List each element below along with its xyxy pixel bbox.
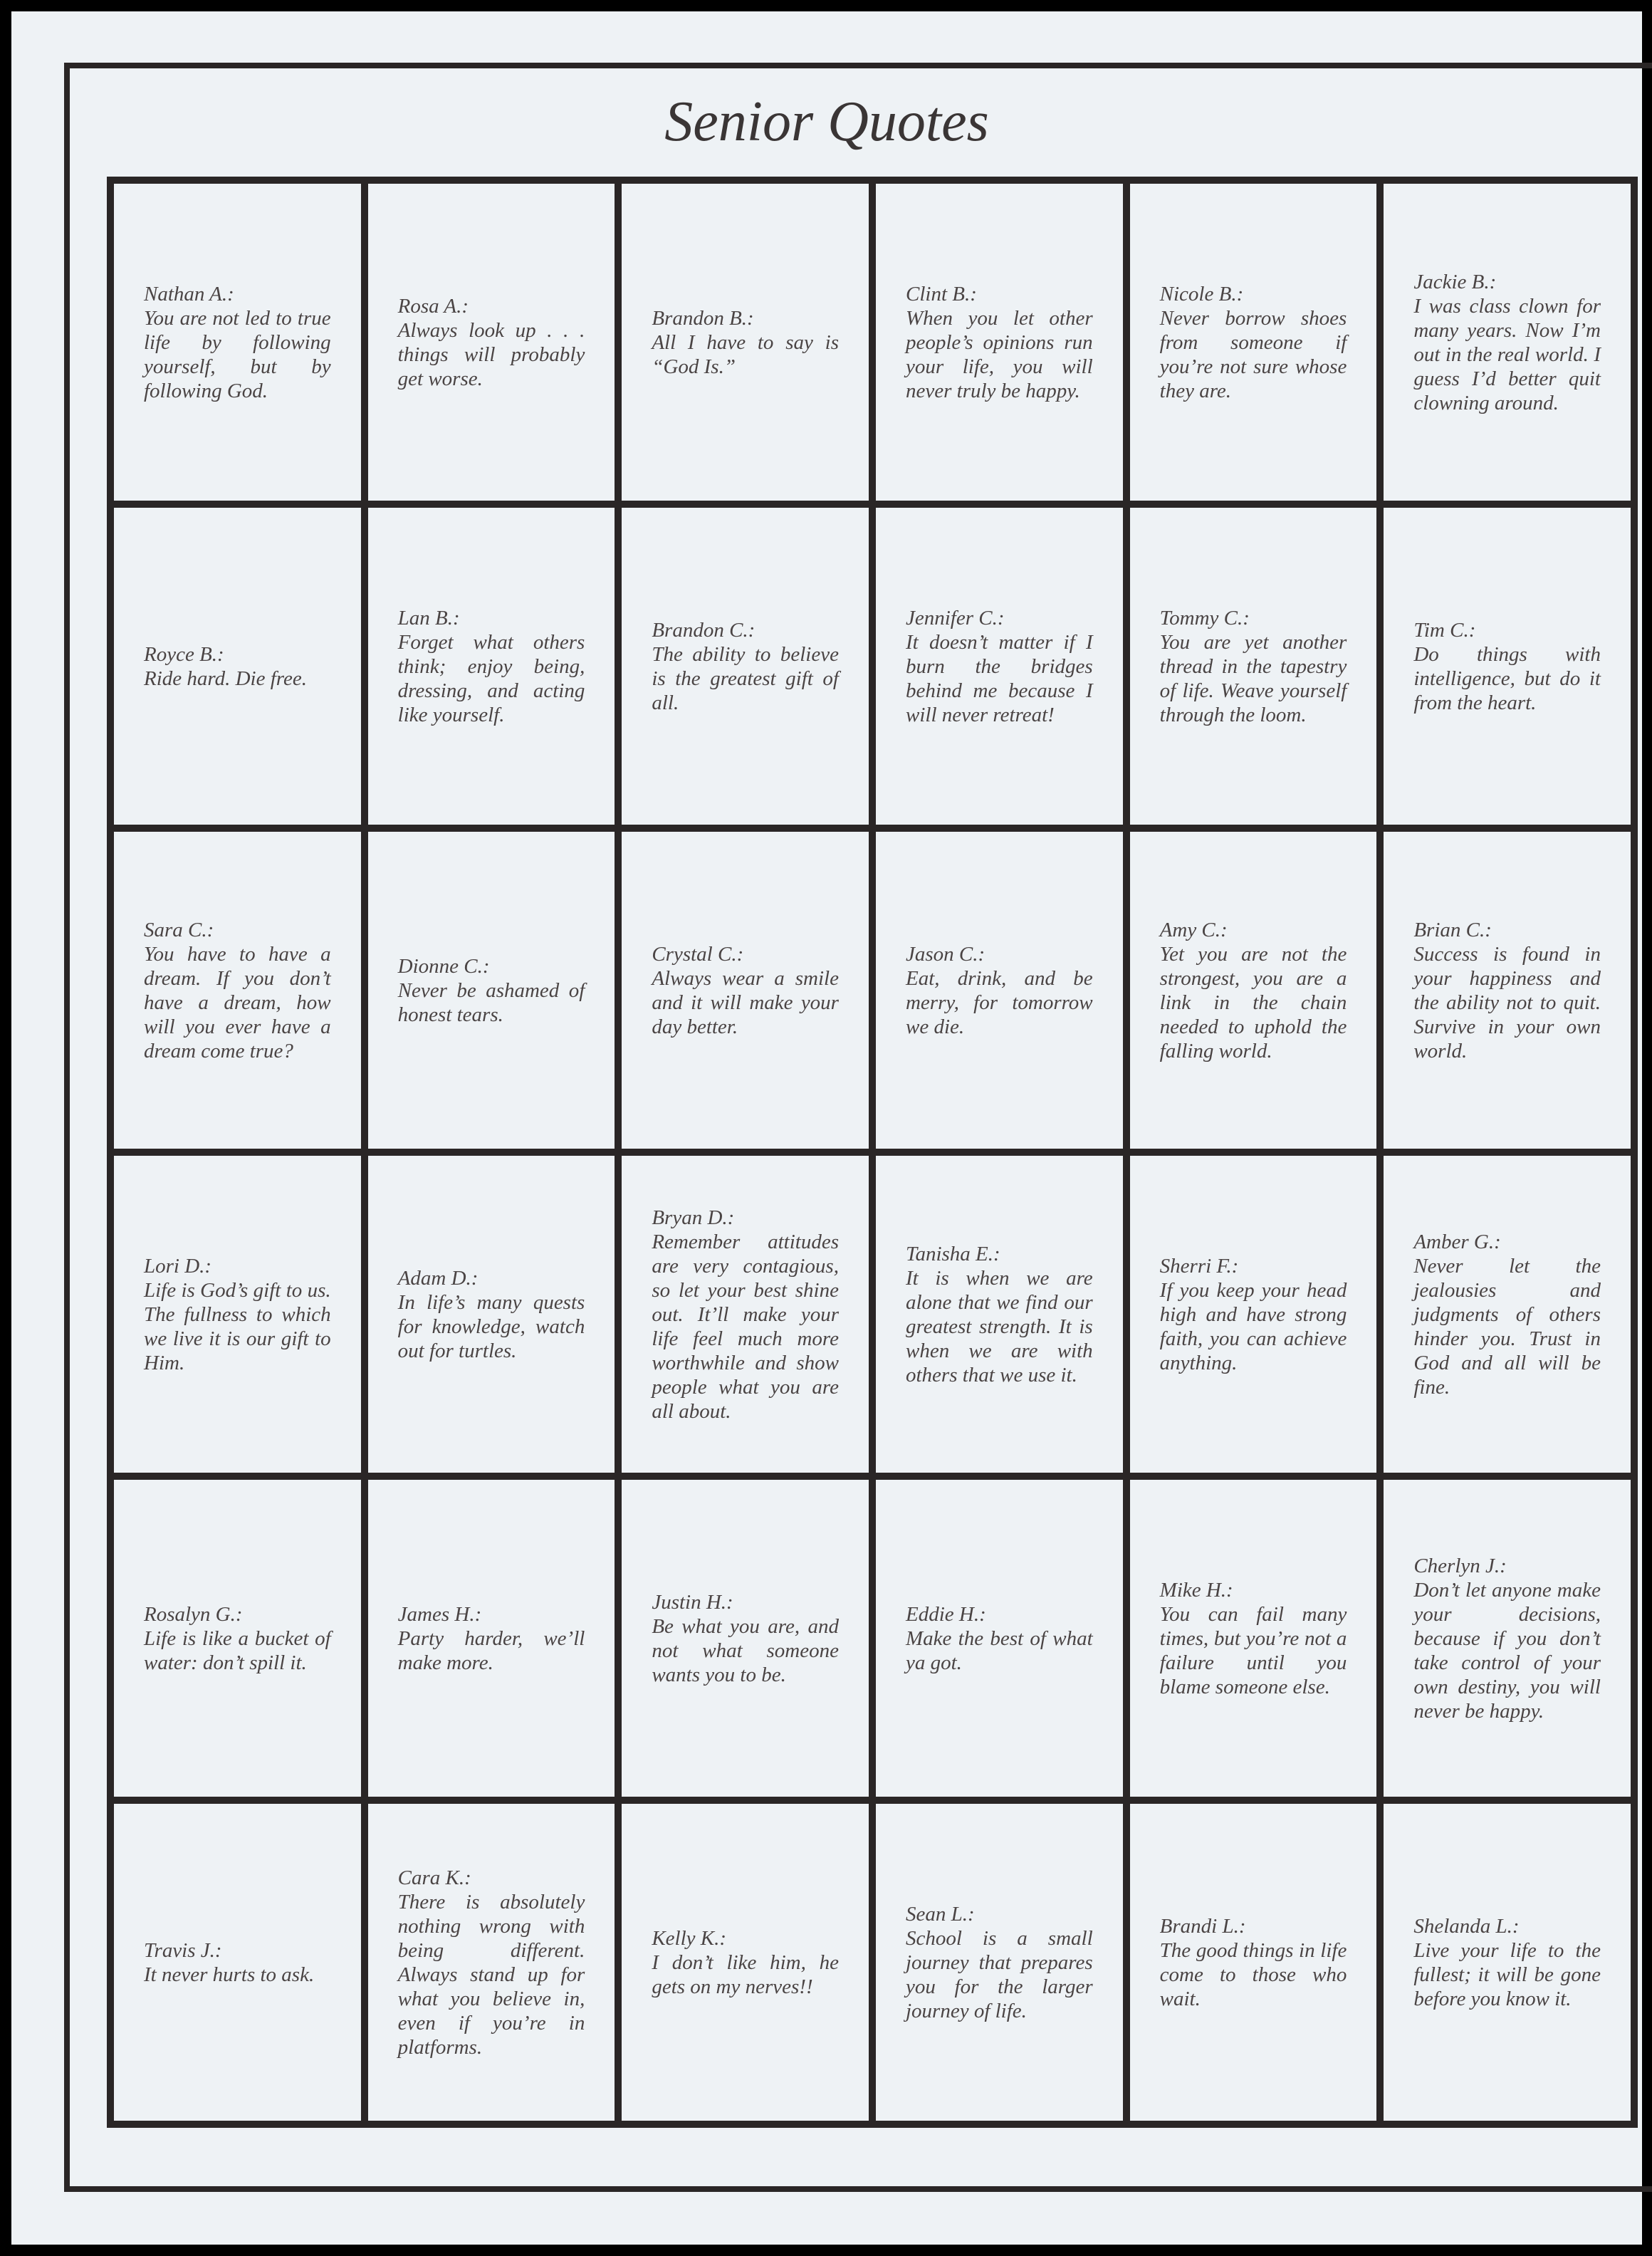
quote-cell: [876, 184, 1123, 501]
quote-text: The good things in life come to those who wait.: [1159, 1938, 1347, 2010]
quote-cell: [1130, 184, 1377, 501]
quote-text: Always wear a smile and it will make your day better.: [652, 966, 839, 1038]
student-name: Amy C.:: [1159, 918, 1228, 941]
quote-text: Life is like a bucket of water: don’t spill it.: [144, 1626, 331, 1674]
quote-text: It is when we are alone that we find our greatest strength. It is when we are with others that we use it.: [905, 1266, 1093, 1386]
student-name: Lan B.:: [397, 606, 460, 630]
quote-cell: [1384, 184, 1631, 501]
quote-cell: [1130, 1480, 1377, 1797]
quote-cell: [1130, 508, 1377, 825]
quote-cell: [1384, 832, 1631, 1149]
quote-cell: [1384, 1804, 1631, 2121]
quote-cell: [1384, 1480, 1631, 1797]
quote-text: Forget what others think; enjoy being, dressing, and acting like yourself.: [397, 630, 585, 726]
quote-cell: [368, 184, 615, 501]
student-name: Dionne C.:: [397, 954, 490, 978]
quote-text: There is absolutely nothing wrong with being different. Always stand up for what you believe in, even if you’re in platforms.: [397, 1890, 585, 2059]
quote-cell: [1130, 832, 1377, 1149]
quote-text: Never be ashamed of honest tears.: [397, 978, 585, 1026]
quote-text: Party harder, we’ll make more.: [397, 1626, 585, 1674]
quote-text: The ability to believe is the greatest gift of all.: [652, 642, 839, 714]
student-name: Tommy C.:: [1159, 606, 1250, 630]
quote-text: Always look up . . . things will probably get worse.: [397, 318, 585, 390]
quote-text: It never hurts to ask.: [144, 1963, 315, 1986]
quote-cell: [876, 508, 1123, 825]
student-name: Rosalyn G.:: [144, 1602, 243, 1626]
quote-text: You can fail many times, but you’re not a failure until you blame someone else.: [1159, 1602, 1347, 1698]
quote-text: It doesn’t matter if I burn the bridges behind me because I will never retreat!: [905, 630, 1093, 726]
quote-cell: [1130, 1804, 1377, 2121]
quote-cell: [1384, 508, 1631, 825]
quote-cell: [1384, 1156, 1631, 1473]
quote-text: I don’t like him, he gets on my nerves!!: [652, 1950, 839, 1998]
quote-cell: [876, 1156, 1123, 1473]
student-name: Rosa A.:: [397, 294, 469, 318]
student-name: Adam D.:: [397, 1266, 479, 1290]
student-name: Jackie B.:: [1413, 270, 1497, 293]
quote-cell: [876, 832, 1123, 1149]
quote-cell: [876, 1480, 1123, 1797]
quote-text: Don’t let anyone make your decisions, because if you don’t take control of your own destiny, you will never be happy.: [1413, 1578, 1601, 1723]
yearbook-page: [11, 11, 1642, 2245]
student-name: Brian C.:: [1413, 918, 1492, 941]
student-name: Travis J.:: [144, 1938, 222, 1962]
student-name: Jennifer C.:: [905, 606, 1005, 630]
quote-text: You are not led to true life by following yourself, but by following God.: [144, 306, 331, 402]
quote-cell: [1130, 1156, 1377, 1473]
student-name: James H.:: [397, 1602, 482, 1626]
student-name: Clint B.:: [905, 282, 977, 306]
quote-text: School is a small journey that prepares you for the larger journey of life.: [905, 1926, 1093, 2022]
student-name: Brandon B.:: [652, 306, 754, 330]
student-name: Crystal C.:: [652, 942, 744, 966]
student-name: Tanisha E.:: [905, 1242, 1000, 1265]
quote-cell: [622, 508, 869, 825]
student-name: Shelanda L.:: [1413, 1914, 1520, 1938]
quote-text: Life is God’s gift to us. The fullness to which we live it is our gift to Him.: [144, 1278, 331, 1374]
quote-cell: [114, 184, 361, 501]
quote-text: Ride hard. Die free.: [144, 667, 307, 690]
student-name: Cara K.:: [397, 1866, 471, 1889]
quote-text: Remember attitudes are very contagious, so let your best shine out. It’ll make your life feel much more worthwhile and show people what you are all about.: [652, 1230, 839, 1423]
quote-cell: [622, 184, 869, 501]
student-name: Amber G.:: [1413, 1230, 1501, 1253]
quote-cell: [114, 832, 361, 1149]
quote-text: Be what you are, and not what someone wants you to be.: [652, 1614, 839, 1686]
student-name: Sean L.:: [905, 1902, 975, 1926]
student-name: Eddie H.:: [905, 1602, 986, 1626]
page-title: Senior Quotes: [664, 90, 989, 153]
student-name: Jason C.:: [905, 942, 986, 966]
student-name: Cherlyn J.:: [1413, 1554, 1507, 1577]
quote-cell: [114, 1156, 361, 1473]
quote-cell: [368, 508, 615, 825]
quote-text: When you let other people’s opinions run your life, you will never truly be happy.: [905, 306, 1093, 402]
quote-text: Live your life to the fullest; it will be gone before you know it.: [1413, 1938, 1601, 2010]
quote-cell: [368, 1480, 615, 1797]
quotes-grid: [107, 177, 1638, 2128]
student-name: Tim C.:: [1413, 618, 1476, 642]
quote-cell: [114, 508, 361, 825]
quote-text: You have to have a dream. If you don’t have a dream, how will you ever have a dream come true?: [144, 942, 331, 1062]
quote-cell: [622, 1804, 869, 2121]
student-name: Sherri F.:: [1159, 1254, 1239, 1278]
quote-cell: [622, 1156, 869, 1473]
quote-text: You are yet another thread in the tapestry of life. Weave yourself through the loom.: [1159, 630, 1347, 726]
quote-text: In life’s many quests for knowledge, watch out for turtles.: [397, 1290, 585, 1362]
quote-text: All I have to say is “God Is.”: [652, 330, 839, 378]
student-name: Justin H.:: [652, 1590, 733, 1614]
quote-text: Yet you are not the strongest, you are a link in the chain needed to uphold the falling world.: [1159, 942, 1347, 1062]
quote-cell: [114, 1480, 361, 1797]
student-name: Mike H.:: [1159, 1578, 1233, 1602]
quote-cell: [368, 1804, 615, 2121]
quote-cell: [368, 1156, 615, 1473]
student-name: Royce B.:: [144, 642, 224, 666]
student-name: Lori D.:: [144, 1254, 212, 1278]
quote-cell: [114, 1804, 361, 2121]
quote-cell: [622, 1480, 869, 1797]
quote-cell: [368, 832, 615, 1149]
student-name: Nathan A.:: [144, 282, 234, 306]
quote-text: If you keep your head high and have strong faith, you can achieve anything.: [1159, 1278, 1347, 1374]
student-name: Brandon C.:: [652, 618, 756, 642]
quote-text: I was class clown for many years. Now I’m out in the real world. I guess I’d better quit clowning around.: [1413, 294, 1601, 414]
quote-cell: [622, 832, 869, 1149]
quote-text: Never borrow shoes from someone if you’re not sure whose they are.: [1159, 306, 1347, 402]
quote-text: Eat, drink, and be merry, for tomorrow we die.: [905, 966, 1093, 1038]
quote-text: Do things with intelligence, but do it from the heart.: [1413, 642, 1601, 714]
student-name: Brandi L.:: [1159, 1914, 1246, 1938]
student-name: Kelly K.:: [652, 1926, 727, 1950]
student-name: Nicole B.:: [1159, 282, 1244, 306]
student-name: Bryan D.:: [652, 1206, 735, 1229]
student-name: Sara C.:: [144, 918, 214, 941]
quote-cell: [876, 1804, 1123, 2121]
quote-text: Never let the jealousies and judgments of others hinder you. Trust in God and all will be fine.: [1413, 1254, 1601, 1399]
quote-text: Make the best of what ya got.: [905, 1626, 1093, 1674]
quote-text: Success is found in your happiness and the ability not to quit. Survive in your own world.: [1413, 942, 1601, 1062]
